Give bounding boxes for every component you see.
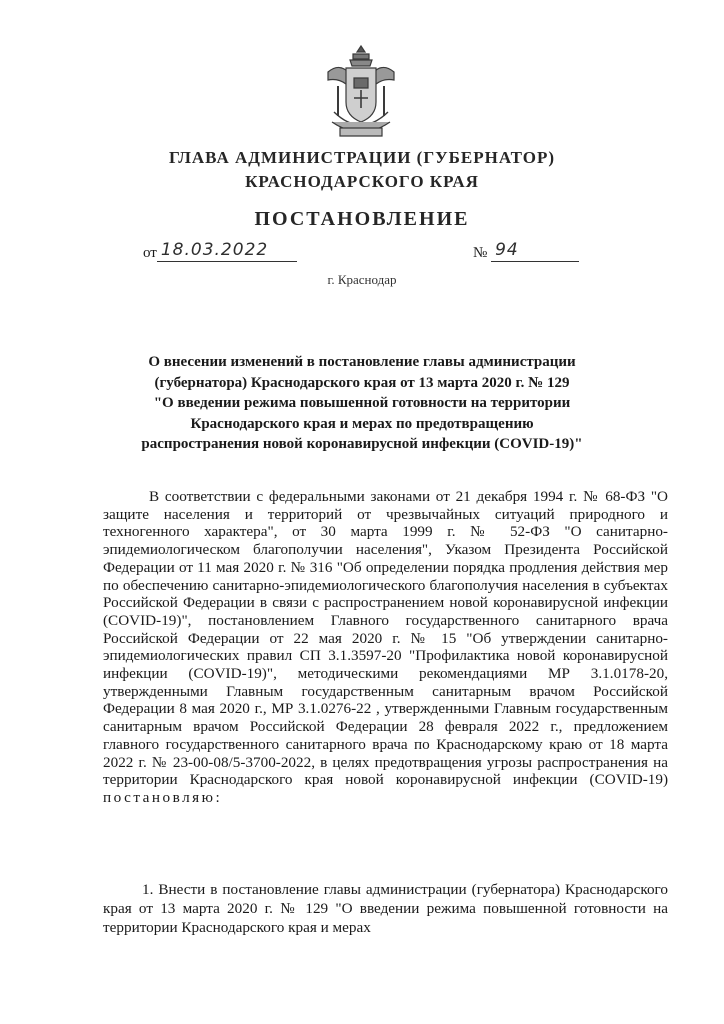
city-line: г. Краснодар xyxy=(327,272,397,287)
title-line: Краснодарского края и мерах по предотвращению xyxy=(190,415,534,432)
clause-1-paragraph: 1. Внести в постановление главы администрации (губернатора) Краснодарского края от 13 марта 2020 г. № 129 "О введении режима повышенной готовности на территории Краснодарского края и мерах xyxy=(103,881,668,936)
authority-title-line1: ГЛАВА АДМИНИСТРАЦИИ (ГУБЕРНАТОР) xyxy=(168,148,555,167)
number-prefix: № xyxy=(473,245,488,261)
document-title xyxy=(120,352,604,455)
preamble-paragraph xyxy=(103,488,668,807)
number-value: 94 xyxy=(491,240,579,262)
date-field xyxy=(143,240,303,262)
title-line: "О введении режима повышенной готовности на территории xyxy=(153,395,571,411)
date-prefix: от xyxy=(143,245,157,261)
title-line: (губернатора) Краснодарского края от 13 марта 2020 г. № 129 xyxy=(154,374,570,391)
authority-title-line2: КРАСНОДАРСКОГО КРАЯ xyxy=(245,172,479,191)
coat-of-arms-icon xyxy=(320,42,402,142)
number-field xyxy=(473,240,587,262)
title-line: распространения новой коронавирусной инфекции (COVID-19)" xyxy=(141,436,583,452)
date-value: 18.03.2022 xyxy=(157,240,297,262)
preamble-text: В соответствии с федеральными законами от 21 декабря 1994 г. № 68-ФЗ "О защите населения и территорий от чрезвычайных ситуаций природного и техногенного характера", от 30 марта 1999 г. № 52-ФЗ "О санитарно-эпидемиологическом благополучии населения", Указом Президента Российской Федерации от 11 мая 2020 г. № 316 "Об определении порядка продления действия мер по обеспечению санитарно-эпидемиологического благополучия населения в субъектах Российской Федерации в связи с распространением новой коронавирусной инфекции (COVID-19)", постановлением Главного государственного санитарного врача Российской Федерации от 22 мая 2020 г. № 15 "Об утверждении санитарно-эпидемиологических правил СП 3.1.3597-20 "Профилактика новой коронавирусной инфекции (COVID-19)", методическими рекомендациями МР 3.1.0178-20, утвержденными Главным государственным санитарным врачом Российской Федерации 8 мая 2020 г., МР 3.1.0276-22 , утвержденными Главным государственным санитарным врачом Российской Федерации 28 февраля 2022 г., предложением главного государственного санитарного врача по Краснодарскому краю от 18 марта 2022 г. № 23-00-08/5-3700-2022, в целях предотвращения угрозы распространения на территории Краснодарского края новой коронавирусной инфекции (COVID-19) xyxy=(103,488,668,789)
document-type: ПОСТАНОВЛЕНИЕ xyxy=(254,208,470,230)
resolve-word: постановляю: xyxy=(103,788,223,806)
title-line: О внесении изменений в постановление главы администрации xyxy=(148,354,576,370)
